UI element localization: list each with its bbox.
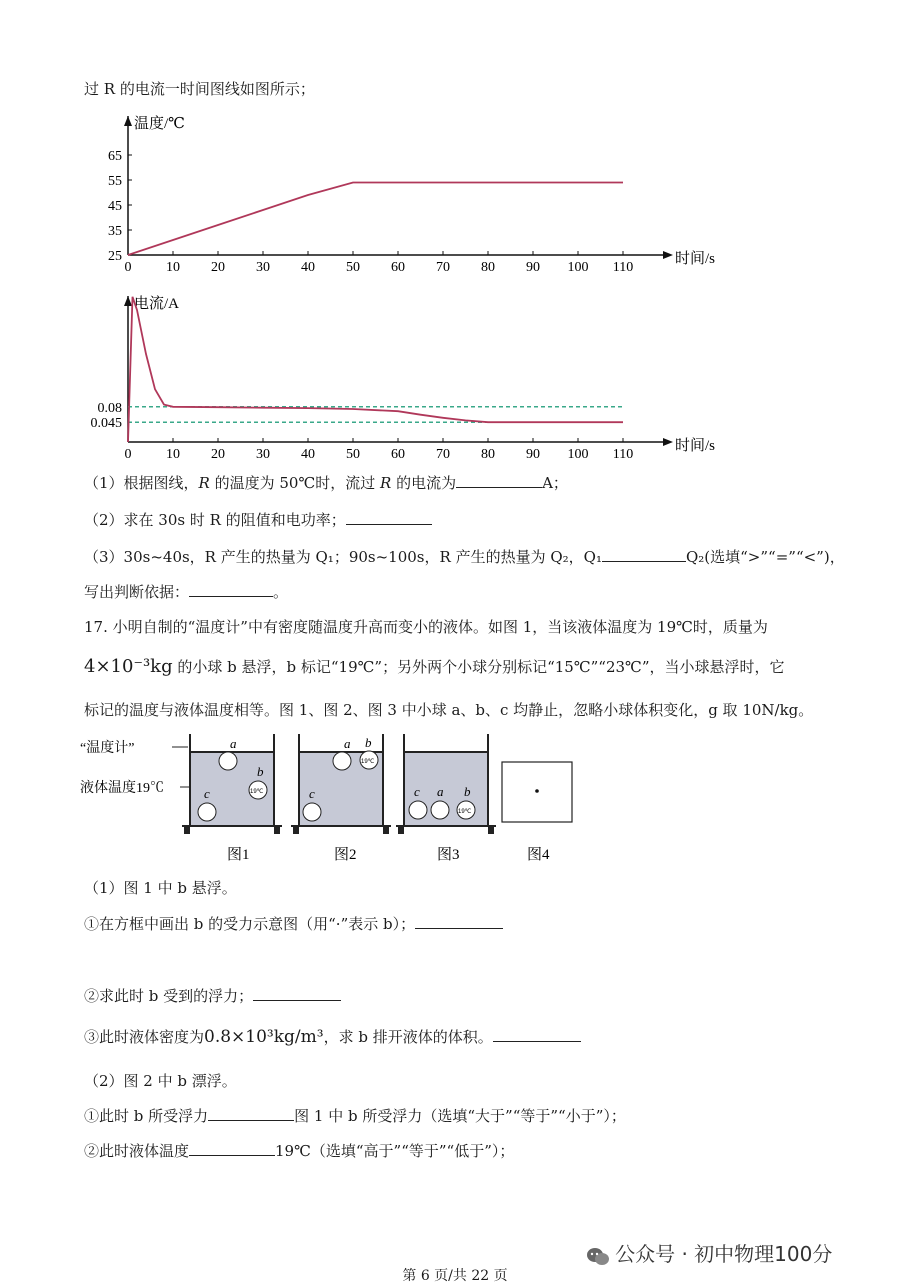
x-tick-label: 60 <box>391 447 405 462</box>
answer-blank[interactable] <box>208 1106 294 1121</box>
temperature-time-chart <box>100 110 716 285</box>
q17-line1: 17. 小明自制的“温度计”中有密度随温度升高而变小的液体。如图 1，当该液体温度为 19℃时，质量为 <box>84 618 768 636</box>
caption-fig4: 图4 <box>527 847 550 863</box>
x-tick-label: 90 <box>526 260 540 275</box>
x-tick-label: 100 <box>567 260 589 275</box>
x-axis-arrow <box>663 438 673 446</box>
x-axis-title: 时间/s <box>675 438 716 454</box>
q16-part3: （3）30s~40s，R 产生的热量为 Q₁；90s~100s，R 产生的热量为 Q₂，Q₁ Q₂(选填“>”“=”“<”)， <box>84 548 845 566</box>
ball-c-label: c <box>309 786 315 801</box>
force-diagram-box <box>502 762 572 822</box>
q17-sub1-3: ③此时液体密度为0.8×10³kg/m³，求 b 排开液体的体积。 <box>84 1027 581 1047</box>
x-tick-label: 20 <box>211 260 225 275</box>
x-tick-label: 0 <box>124 260 132 275</box>
y-axis-arrow <box>124 116 132 126</box>
y-tick-label: 45 <box>108 199 122 214</box>
ball-b-label: b <box>464 784 471 799</box>
watermark: 公众号 · 初中物理100分 <box>586 1238 832 1267</box>
current-time-chart <box>90 290 716 462</box>
ball-b-label: b <box>257 764 264 779</box>
x-tick-label: 40 <box>301 260 315 275</box>
label-liquid-temp: 液体温度19℃ <box>80 781 164 796</box>
answer-blank[interactable] <box>253 986 341 1001</box>
ball-a-label: a <box>437 784 444 799</box>
answer-blank[interactable] <box>602 547 686 562</box>
page-footer: 第 6 页/共 22 页 <box>402 1268 508 1284</box>
ball-a-label: a <box>230 736 237 751</box>
y-tick-label: 55 <box>108 174 122 189</box>
ball-b-mark: 19℃ <box>250 789 264 795</box>
q16-part1: （1）根据图线，R 的温度为 50℃时，流过 R 的电流为 A； <box>84 474 568 492</box>
y-axis-arrow <box>124 296 132 306</box>
x-tick-label: 30 <box>256 260 270 275</box>
y-tick-label: 35 <box>108 224 122 239</box>
x-tick-label: 110 <box>612 260 634 275</box>
y-tick-label: 0.045 <box>90 416 122 432</box>
beaker-3 <box>396 734 496 834</box>
caption-fig3: 图3 <box>437 847 460 863</box>
x-tick-label: 10 <box>166 260 180 275</box>
q17-sub2-2: ②此时液体温度 19℃（选填“高于”“等于”“低于”）； <box>84 1142 515 1160</box>
ball-c-label: c <box>414 784 420 799</box>
ball-a-label: a <box>344 736 351 751</box>
x-tick-label: 40 <box>301 447 315 462</box>
ball-b-label: b <box>365 735 372 750</box>
q17-sub1-2: ②求此时 b 受到的浮力； <box>84 986 341 1006</box>
x-tick-label: 20 <box>211 447 225 462</box>
q17-sub2-1: ①此时 b 所受浮力 图 1 中 b 所受浮力（选填“大于”“等于”“小于”）； <box>84 1107 626 1125</box>
beaker-2 <box>291 734 391 834</box>
ball-b-mark: 19℃ <box>458 809 472 815</box>
x-tick-label: 70 <box>436 260 450 275</box>
x-tick-label: 110 <box>612 447 634 462</box>
q16-part2: （2）求在 30s 时 R 的阻值和电功率； <box>84 510 432 530</box>
x-tick-label: 80 <box>481 260 495 275</box>
answer-blank[interactable] <box>456 473 542 488</box>
q17-sub1: （1）图 1 中 b 悬浮。 <box>84 879 237 897</box>
x-tick-label: 30 <box>256 447 270 462</box>
answer-blank[interactable] <box>346 510 432 525</box>
x-tick-label: 80 <box>481 447 495 462</box>
caption-fig2: 图2 <box>334 847 357 863</box>
caption-fig1: 图1 <box>227 847 250 863</box>
answer-blank[interactable] <box>493 1027 581 1042</box>
series-line <box>128 183 623 256</box>
q17-sub1-1: ①在方框中画出 b 的受力示意图（用“·”表示 b）； <box>84 914 503 934</box>
x-tick-label: 90 <box>526 447 540 462</box>
x-tick-label: 70 <box>436 447 450 462</box>
q17-sub2: （2）图 2 中 b 漂浮。 <box>84 1072 237 1090</box>
x-axis-title: 时间/s <box>675 251 716 267</box>
x-tick-label: 10 <box>166 447 180 462</box>
intro-line: 过 R 的电流一时间图线如图所示； <box>84 80 315 98</box>
answer-blank[interactable] <box>189 1141 275 1156</box>
q17-line3: 标记的温度与液体温度相等。图 1、图 2、图 3 中小球 a、b、c 均静止，忽略小球体积变化，g 取 10N/kg。 <box>84 701 814 719</box>
x-tick-label: 100 <box>567 447 589 462</box>
x-tick-label: 60 <box>391 260 405 275</box>
label-thermometer: “温度计” <box>80 741 135 756</box>
y-axis-title: 温度/℃ <box>134 116 185 132</box>
x-tick-label: 50 <box>346 260 360 275</box>
y-tick-label: 0.08 <box>97 400 122 416</box>
x-axis-arrow <box>663 251 673 259</box>
x-tick-label: 50 <box>346 447 360 462</box>
ball-b-mark: 19℃ <box>361 759 375 765</box>
q16-part3-reason: 写出判断依据： 。 <box>84 583 289 601</box>
y-tick-label: 65 <box>108 149 122 164</box>
y-tick-label: 25 <box>108 249 122 264</box>
answer-blank[interactable] <box>189 582 273 597</box>
y-axis-title: 电流/A <box>134 296 180 312</box>
beaker-1 <box>182 734 282 834</box>
answer-blank[interactable] <box>415 914 503 929</box>
series-line <box>128 297 623 442</box>
beaker-figure <box>80 728 600 868</box>
x-tick-label: 0 <box>124 447 132 462</box>
ball-c-label: c <box>204 786 210 801</box>
wechat-icon <box>586 1247 610 1267</box>
q17-line2: 4×10⁻³kg 的小球 b 悬浮，b 标记“19℃”；另外两个小球分别标记“15℃”“23℃”，当小球悬浮时，它 <box>84 656 785 677</box>
